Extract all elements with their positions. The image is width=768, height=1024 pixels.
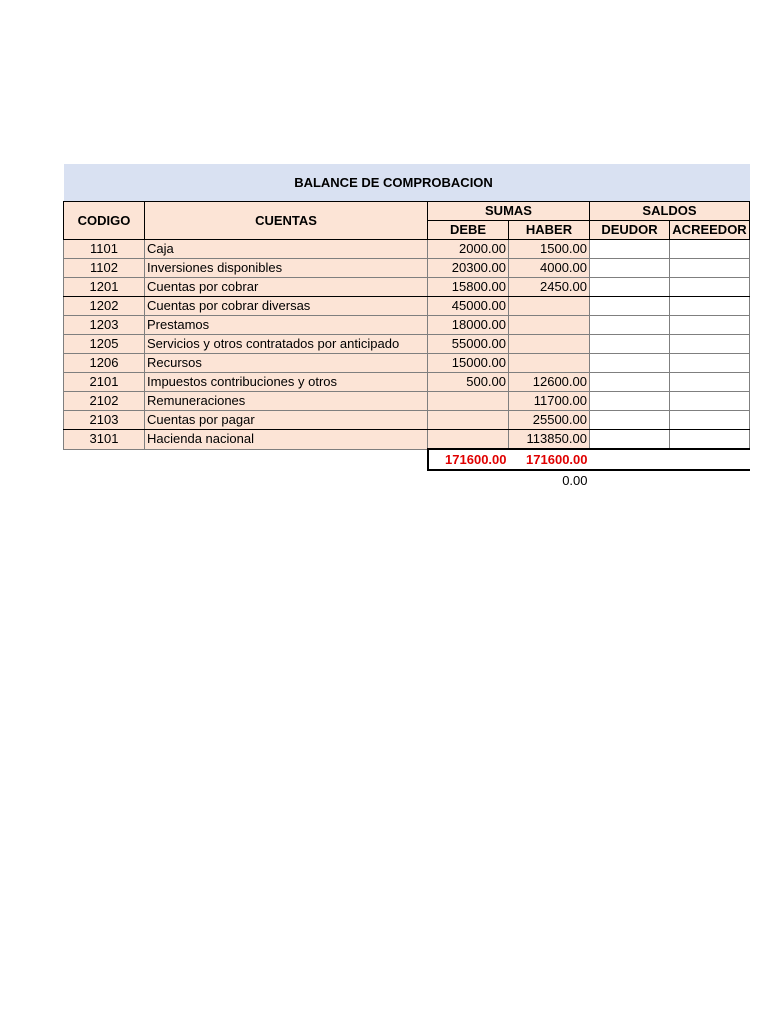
spreadsheet-view (63, 164, 747, 490)
cell-deudor[interactable] (590, 278, 670, 297)
header-acreedor[interactable]: ACREEDOR (670, 221, 750, 240)
cell-codigo[interactable]: 1203 (64, 316, 145, 335)
cell-cuenta[interactable]: Caja (145, 240, 428, 259)
cell-acreedor[interactable] (670, 354, 750, 373)
cell-codigo[interactable]: 2101 (64, 373, 145, 392)
cell-acreedor[interactable] (670, 297, 750, 316)
cell-codigo[interactable]: 1206 (64, 354, 145, 373)
header-sumas[interactable]: SUMAS (428, 202, 590, 221)
table-row (64, 259, 750, 278)
cell-debe[interactable]: 15800.00 (428, 278, 509, 297)
cell-cuenta[interactable]: Recursos (145, 354, 428, 373)
cell-acreedor[interactable] (670, 278, 750, 297)
cell-cuenta[interactable]: Prestamos (145, 316, 428, 335)
cell-debe[interactable]: 45000.00 (428, 297, 509, 316)
blank-cell[interactable] (64, 449, 145, 470)
cell-acreedor[interactable] (670, 335, 750, 354)
cell-haber[interactable] (509, 297, 590, 316)
header-saldos[interactable]: SALDOS (590, 202, 750, 221)
cell-codigo[interactable]: 2102 (64, 392, 145, 411)
title-row (64, 164, 750, 202)
cell-cuenta[interactable]: Cuentas por pagar (145, 411, 428, 430)
cell-haber[interactable] (509, 335, 590, 354)
total-debe[interactable]: 171600.00 (428, 449, 509, 470)
total-haber[interactable]: 171600.00 (509, 449, 590, 470)
cell-acreedor[interactable] (670, 259, 750, 278)
cell-debe[interactable]: 500.00 (428, 373, 509, 392)
difference-value[interactable]: 0.00 (562, 472, 588, 488)
cell-debe[interactable]: 15000.00 (428, 354, 509, 373)
table-row (64, 373, 750, 392)
table-row (64, 240, 750, 259)
cell-debe[interactable]: 2000.00 (428, 240, 509, 259)
table-row (64, 278, 750, 297)
cell-haber[interactable]: 4000.00 (509, 259, 590, 278)
header-deudor[interactable]: DEUDOR (590, 221, 670, 240)
cell-acreedor[interactable] (670, 316, 750, 335)
difference-row (64, 470, 750, 490)
blank-cell[interactable] (670, 470, 750, 490)
cell-deudor[interactable] (590, 259, 670, 278)
cell-haber[interactable]: 25500.00 (509, 411, 590, 430)
cell-debe[interactable] (428, 430, 509, 450)
cell-cuenta[interactable]: Cuentas por cobrar (145, 278, 428, 297)
totals-row (64, 449, 750, 470)
table-row (64, 335, 750, 354)
cell-debe[interactable] (428, 411, 509, 430)
header-debe[interactable]: DEBE (428, 221, 509, 240)
blank-cell[interactable] (145, 449, 428, 470)
cell-haber[interactable]: 113850.00 (509, 430, 590, 450)
cell-debe[interactable]: 55000.00 (428, 335, 509, 354)
cell-debe[interactable]: 18000.00 (428, 316, 509, 335)
table-row (64, 316, 750, 335)
cell-cuenta[interactable]: Servicios y otros contratados por anticipado (145, 335, 428, 354)
cell-cuenta[interactable]: Inversiones disponibles (145, 259, 428, 278)
sheet-title: BALANCE DE COMPROBACION (294, 174, 493, 190)
blank-cell[interactable] (428, 470, 509, 490)
header-cuentas[interactable]: CUENTAS (145, 202, 428, 240)
cell-deudor[interactable] (590, 297, 670, 316)
cell-debe[interactable]: 20300.00 (428, 259, 509, 278)
cell-codigo[interactable]: 1101 (64, 240, 145, 259)
cell-cuenta[interactable]: Hacienda nacional (145, 430, 428, 450)
cell-deudor[interactable] (590, 316, 670, 335)
cell-codigo[interactable]: 3101 (64, 430, 145, 450)
cell-deudor[interactable] (590, 240, 670, 259)
table-row (64, 411, 750, 430)
blank-cell[interactable] (145, 470, 428, 490)
cell-deudor[interactable] (590, 430, 670, 450)
cell-deudor[interactable] (590, 335, 670, 354)
cell-codigo[interactable]: 1102 (64, 259, 145, 278)
cell-codigo[interactable]: 1202 (64, 297, 145, 316)
cell-deudor[interactable] (590, 354, 670, 373)
cell-haber[interactable]: 12600.00 (509, 373, 590, 392)
trial-balance-table (63, 164, 750, 490)
header-row-1 (64, 202, 750, 221)
header-codigo[interactable]: CODIGO (64, 202, 145, 240)
cell-deudor[interactable] (590, 373, 670, 392)
blank-cell[interactable] (670, 449, 750, 470)
blank-cell[interactable] (590, 449, 670, 470)
blank-cell[interactable] (64, 470, 145, 490)
cell-acreedor[interactable] (670, 373, 750, 392)
cell-haber[interactable] (509, 316, 590, 335)
table-row (64, 297, 750, 316)
cell-cuenta[interactable]: Impuestos contribuciones y otros (145, 373, 428, 392)
table-row (64, 430, 750, 450)
cell-acreedor[interactable] (670, 430, 750, 450)
cell-acreedor[interactable] (670, 240, 750, 259)
cell-codigo[interactable]: 1201 (64, 278, 145, 297)
cell-codigo[interactable]: 2103 (64, 411, 145, 430)
cell-acreedor[interactable] (670, 411, 750, 430)
table-row (64, 392, 750, 411)
cell-haber[interactable]: 2450.00 (509, 278, 590, 297)
table-row (64, 354, 750, 373)
cell-haber[interactable] (509, 354, 590, 373)
cell-acreedor[interactable] (670, 392, 750, 411)
cell-debe[interactable] (428, 392, 509, 411)
cell-cuenta[interactable]: Remuneraciones (145, 392, 428, 411)
blank-cell[interactable] (590, 470, 670, 490)
cell-haber[interactable]: 1500.00 (509, 240, 590, 259)
header-haber[interactable]: HABER (509, 221, 590, 240)
cell-codigo[interactable]: 1205 (64, 335, 145, 354)
cell-deudor[interactable] (590, 411, 670, 430)
cell-deudor[interactable] (590, 392, 670, 411)
cell-haber[interactable]: 11700.00 (509, 392, 590, 411)
sheet-title-cell[interactable] (64, 164, 750, 202)
cell-cuenta[interactable]: Cuentas por cobrar diversas (145, 297, 428, 316)
